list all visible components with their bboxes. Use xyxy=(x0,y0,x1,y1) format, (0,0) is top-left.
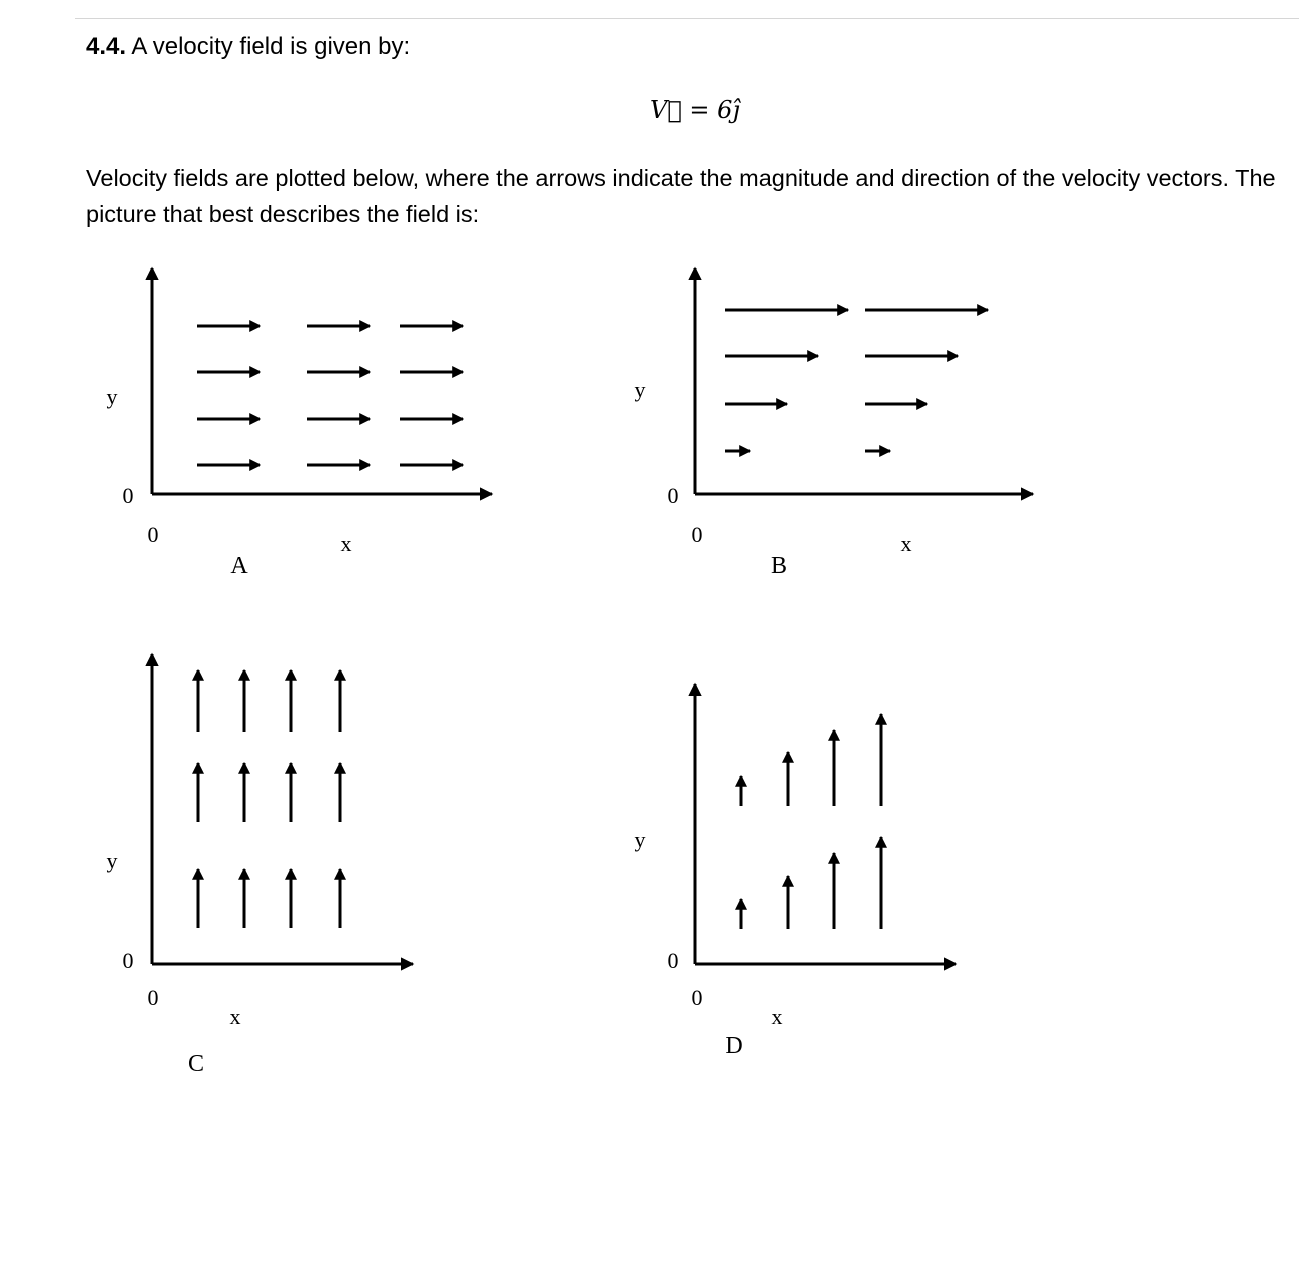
diagram-a xyxy=(107,268,493,579)
question-prompt: Velocity fields are plotted below, where the arrows indicate the magnitude and direction of the velocity vectors. The picture that best describes the field is: xyxy=(86,165,1276,227)
diagram-d-y-origin: 0 xyxy=(667,948,679,973)
diagram-c-arrows xyxy=(198,670,340,928)
diagram-a-x-origin: 0 xyxy=(147,522,159,547)
diagram-b-x-label: x xyxy=(900,531,912,556)
diagram-c-caption: C xyxy=(187,1051,205,1077)
diagram-b-x-origin: 0 xyxy=(691,522,703,547)
diagram-a-y-origin: 0 xyxy=(122,483,134,508)
diagram-a-y-label: y xyxy=(106,384,118,409)
diagram-b-arrows xyxy=(725,310,988,451)
question-intro: A velocity field is given by: xyxy=(131,33,411,60)
diagram-a-x-label: x xyxy=(340,531,352,556)
diagram-d-x-label: x xyxy=(771,1004,783,1029)
diagram-b-caption: B xyxy=(770,553,788,579)
diagram-d-x-origin: 0 xyxy=(691,985,703,1010)
diagram-d xyxy=(635,684,957,1059)
diagram-a-arrows xyxy=(197,326,463,465)
velocity-equation: V⃗ = 6ĵ xyxy=(650,96,740,124)
diagram-c-y-label: y xyxy=(106,848,118,873)
diagram-b-y-origin: 0 xyxy=(667,483,679,508)
diagram-d-y-label: y xyxy=(634,827,646,852)
diagram-c xyxy=(107,654,414,1077)
question-number: 4.4. xyxy=(86,33,127,60)
diagram-c-x-origin: 0 xyxy=(147,985,159,1010)
diagram-a-caption: A xyxy=(230,553,248,579)
diagram-b xyxy=(635,268,1034,579)
diagram-d-caption: D xyxy=(725,1033,743,1059)
diagram-b-y-label: y xyxy=(634,377,646,402)
diagram-c-x-label: x xyxy=(229,1004,241,1029)
diagram-d-arrows xyxy=(741,714,881,929)
diagram-c-y-origin: 0 xyxy=(122,948,134,973)
